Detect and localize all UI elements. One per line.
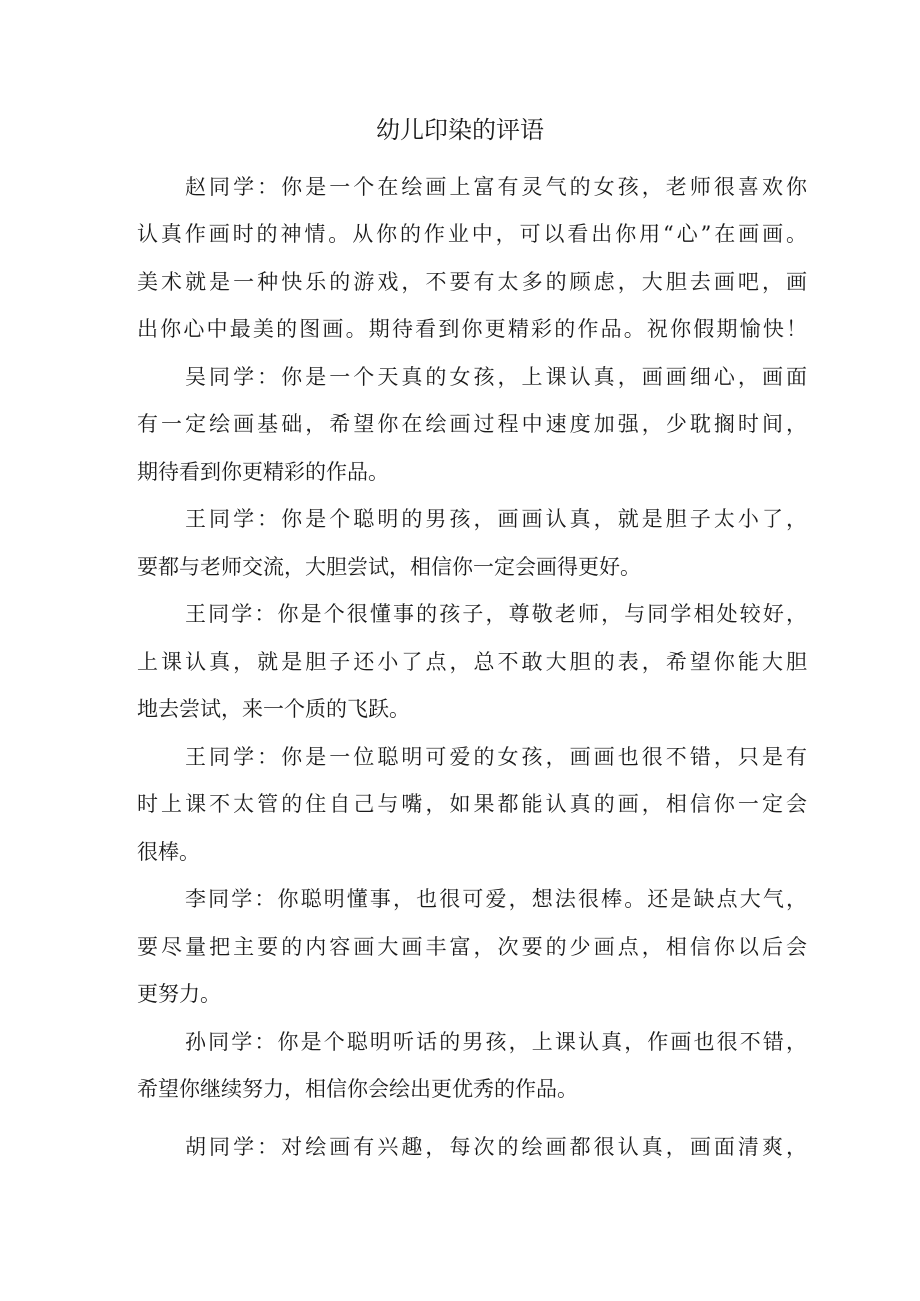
- paragraph-8-line-1: 胡同学：对绘画有兴趣，每次的绘画都很认真，画面清爽，: [185, 1135, 807, 1159]
- paragraph-7-line-1: 孙同学：你是个聪明听话的男孩，上课认真，作画也很不错，: [185, 1030, 807, 1054]
- paragraph-1-line-4: 出你心中最美的图画。期待看到你更精彩的作品。祝你假期愉快！: [137, 317, 807, 341]
- paragraph-2-line-3: 期待看到你更精彩的作品。: [137, 460, 389, 484]
- paragraph-1-line-3: 美术就是一种快乐的游戏，不要有太多的顾虑，大胆去画吧，画: [137, 270, 807, 294]
- paragraph-1-line-2: 认真作画时的神情。从你的作业中，可以看出你用“心”在画画。: [137, 222, 807, 246]
- paragraph-5-line-1: 王同学：你是一位聪明可爱的女孩，画画也很不错，只是有: [185, 745, 807, 769]
- paragraph-4-line-1: 王同学：你是个很懂事的孩子，尊敬老师，与同学相处较好，: [185, 602, 807, 626]
- paragraph-5-line-2: 时上课不太管的住自己与嘴，如果都能认真的画，相信你一定会: [137, 792, 807, 816]
- document-title: 幼儿印染的评语: [376, 116, 544, 144]
- paragraph-6-line-1: 李同学：你聪明懂事，也很可爱，想法很棒。还是缺点大气，: [185, 887, 807, 911]
- paragraph-1-line-1: 赵同学：你是一个在绘画上富有灵气的女孩，老师很喜欢你: [185, 175, 807, 199]
- paragraph-3-line-1: 王同学：你是个聪明的男孩，画画认真，就是胆子太小了，: [185, 507, 807, 531]
- paragraph-4-line-2: 上课认真，就是胆子还小了点，总不敢大胆的表，希望你能大胆: [137, 650, 807, 674]
- paragraph-6-line-2: 要尽量把主要的内容画大画丰富，次要的少画点，相信你以后会: [137, 935, 807, 959]
- paragraph-5-line-3: 很棒。: [137, 840, 200, 864]
- paragraph-2-line-1: 吴同学：你是一个天真的女孩，上课认真，画画细心，画面: [185, 365, 807, 389]
- paragraph-2-line-2: 有一定绘画基础，希望你在绘画过程中速度加强，少耽搁时间，: [137, 412, 807, 436]
- paragraph-7-line-2: 希望你继续努力，相信你会绘出更优秀的作品。: [137, 1077, 578, 1101]
- paragraph-3-line-2: 要都与老师交流，大胆尝试，相信你一定会画得更好。: [137, 555, 641, 579]
- paragraph-6-line-3: 更努力。: [137, 982, 221, 1006]
- paragraph-4-line-3: 地去尝试，来一个质的飞跃。: [137, 697, 410, 721]
